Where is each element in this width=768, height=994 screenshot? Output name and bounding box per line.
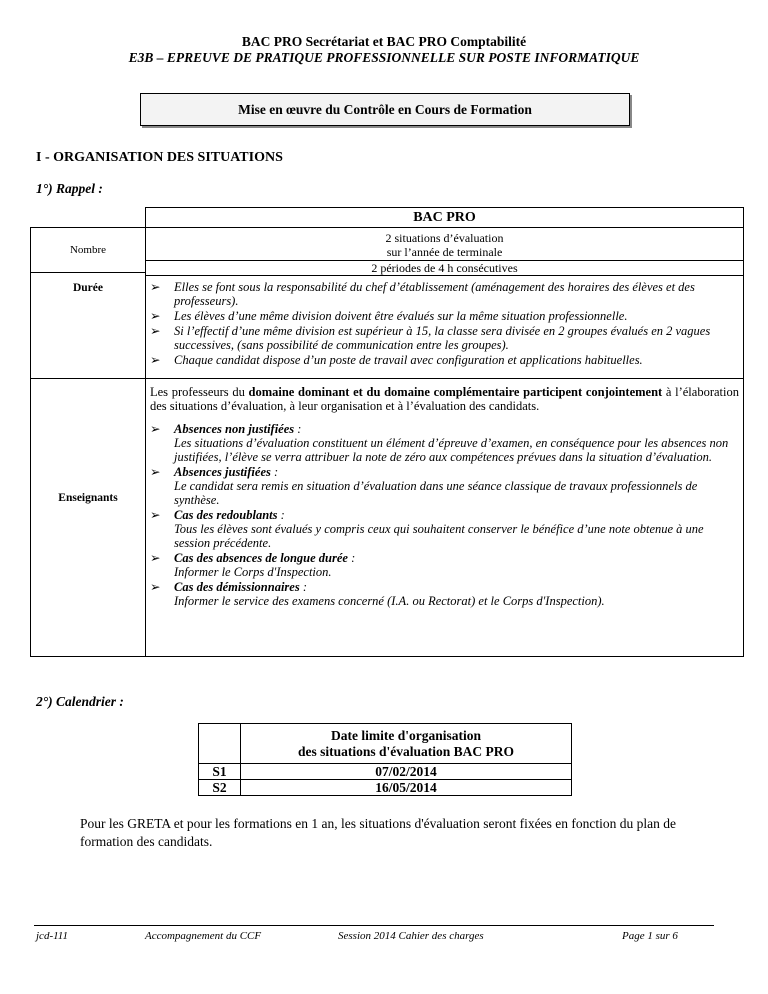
duree-value: 2 périodes de 4 h consécutives xyxy=(371,261,518,275)
calendar-empty-cell xyxy=(198,723,241,764)
footer-doc: Accompagnement du CCF xyxy=(145,930,262,942)
nombre-value-line-1: 2 situations d’évaluation xyxy=(385,231,504,245)
duree-bullet: ➢ Les élèves d’une même division doivent être évalués sur la même situation professionnelle. xyxy=(150,309,628,323)
column-header: BAC PRO xyxy=(145,207,744,228)
case-list xyxy=(146,422,739,608)
case-item: ➢ Cas des démissionnaires : Informer le service des examens concerné (I.A. ou Rectorat) et le Corps d'Inspection). xyxy=(150,580,605,608)
enseignants-label: Enseignants xyxy=(58,491,118,504)
duree-bullet: ➢ Elles se font sous la responsabilité du chef d’établissement (aménagement des horaires des élèves et des professeurs). xyxy=(150,280,695,308)
nombre-label: Nombre xyxy=(69,244,107,256)
calendar-header-line-2: des situations d'évaluation BAC PRO xyxy=(297,744,515,759)
duree-label: Durée xyxy=(72,282,103,294)
footer-ref: jcd-111 xyxy=(36,930,68,942)
rappel-table xyxy=(30,207,744,657)
footer-session: Session 2014 Cahier des charges xyxy=(338,930,484,942)
greta-paragraph: Pour les GRETA et pour les formations en 1 an, les situations d'évaluation seront fixées en fonction du plan de formation des candidats. xyxy=(80,816,676,849)
case-item: ➢ Cas des absences de longue durée : Informer le Corps d'Inspection. xyxy=(150,551,356,579)
duree-bullet: ➢ Chaque candidat dispose d’un poste de travail avec configuration et applications habituelles. xyxy=(150,353,643,367)
boxed-title: Mise en œuvre du Contrôle en Cours de Formation xyxy=(140,93,630,126)
enseignants-intro: Les professeurs du domaine dominant et du domaine complémentaire participent conjointement à l’élaboration des situations d’évaluation, à leur organisation et à l’évaluation des candidats. xyxy=(150,385,739,413)
calendar-row-label: S2 xyxy=(198,779,241,796)
calendar-header-cell xyxy=(240,723,572,764)
case-item: ➢ Absences non justifiées : Les situations d’évaluation constituent un élément d’épreuve d’examen, en conséquence pour les absences non justifiées, l’élève se verra attribuer la note de zéro aux compétences prévues dans la situation d’évaluation. xyxy=(150,422,729,464)
footer-rule xyxy=(34,925,714,926)
duree-bullet-list xyxy=(146,280,739,367)
section-title: I - ORGANISATION DES SITUATIONS xyxy=(36,150,283,165)
calendar-table xyxy=(198,723,572,796)
nombre-value-line-2: sur l’année de terminale xyxy=(386,245,503,259)
duree-label-cell xyxy=(30,272,146,379)
calendrier-heading: 2°) Calendrier : xyxy=(36,694,124,709)
header-line-2: E3B – EPREUVE DE PRATIQUE PROFESSIONNELLE SUR POSTE INFORMATIQUE xyxy=(128,50,640,65)
nombre-value-cell xyxy=(145,227,744,261)
footer-page: Page 1 sur 6 xyxy=(622,930,678,942)
header-line-1: BAC PRO Secrétariat et BAC PRO Comptabilité xyxy=(241,34,527,49)
duree-value-cell xyxy=(145,260,744,276)
case-item: ➢ Cas des redoublants : Tous les élèves sont évalués y compris ceux qui souhaitent conserver le bénéfice d’une note obtenue à une session précédente. xyxy=(150,508,704,550)
nombre-label-cell xyxy=(30,227,146,273)
calendar-row-date: 16/05/2014 xyxy=(240,779,572,796)
duree-bullets-cell xyxy=(145,275,744,379)
calendar-header-line-1: Date limite d'organisation xyxy=(331,728,481,743)
case-item: ➢ Absences justifiées : Le candidat sera remis en situation d’évaluation dans une séance classique de travaux professionnels de synthèse. xyxy=(150,465,698,507)
calendar-row-label: S1 xyxy=(198,763,241,780)
enseignants-cell xyxy=(145,378,744,657)
rappel-heading: 1°) Rappel : xyxy=(36,181,103,196)
duree-bullet: ➢ Si l’effectif d’une même division est supérieur à 15, la classe sera divisée en 2 groupes évalués en 2 vagues successives, (sans possibilité de communication entre les groupes). xyxy=(150,324,711,352)
calendar-row-date: 07/02/2014 xyxy=(240,763,572,780)
enseignants-label-cell xyxy=(30,378,146,657)
